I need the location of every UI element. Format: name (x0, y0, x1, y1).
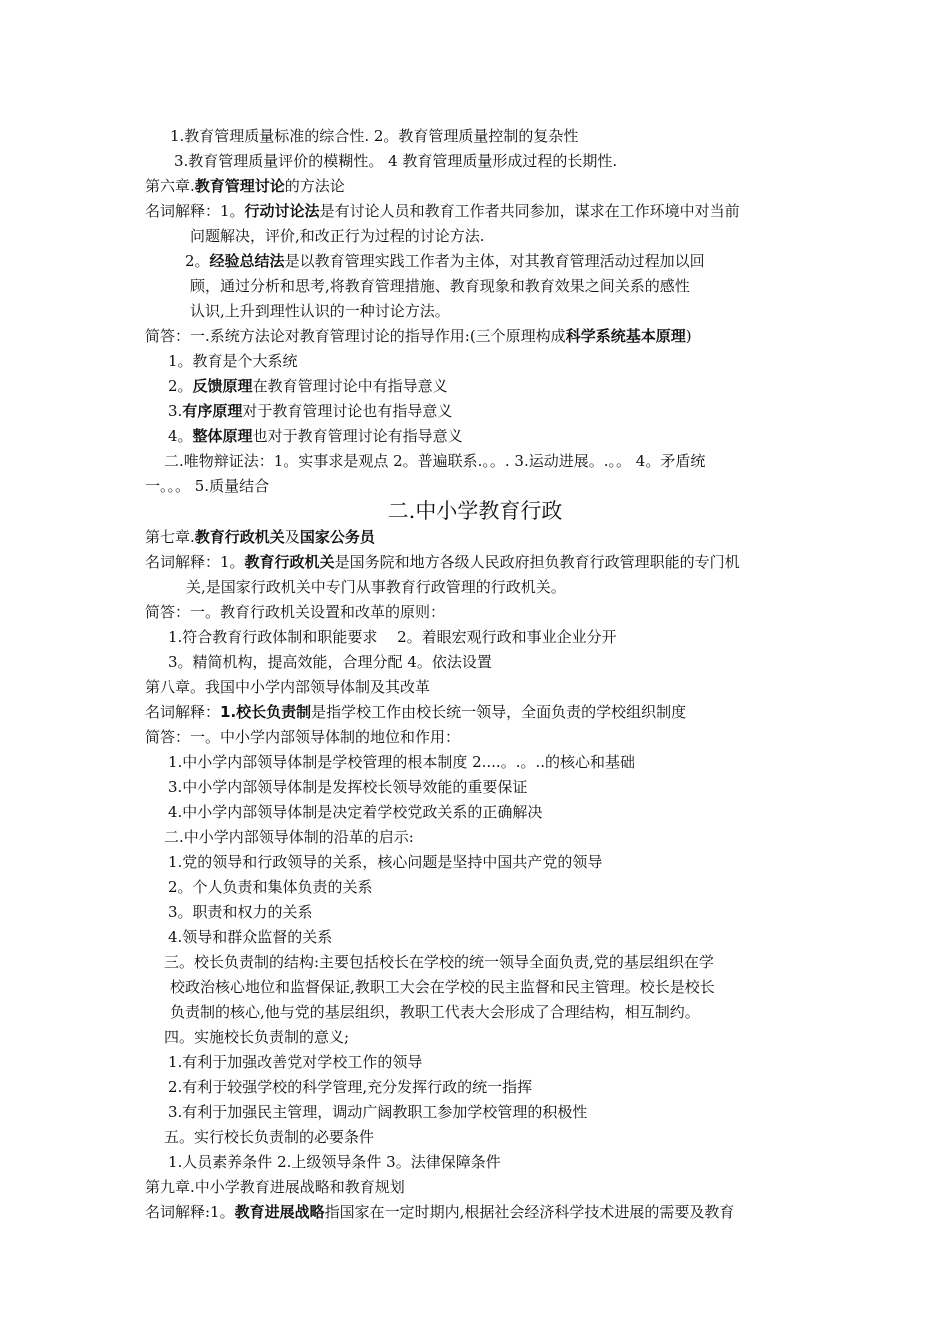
bold-term: 科学系统基本原理 (565, 327, 686, 345)
text-segment: 简答：一。教育行政机关设置和改革的原则： (145, 603, 446, 621)
text-line (168, 802, 542, 822)
text-line (170, 977, 715, 997)
text-segment: 四。实施校长负责制的意义; (164, 1028, 350, 1046)
text-segment: ) (685, 327, 692, 345)
text-line (145, 326, 692, 346)
text-segment: 3. (168, 402, 183, 420)
text-line (168, 652, 492, 672)
text-segment: 负责制的核心,他与党的基层组织，教职工代表大会形成了合理结构，相互制约。 (170, 1003, 700, 1021)
text-segment: 二.中小学内部领导体制的沿革的启示: (164, 828, 414, 846)
text-segment: 指国家在一定时期内,根据社会经济科学技术进展的需要及教育 (324, 1203, 735, 1221)
text-line (145, 1177, 405, 1197)
text-segment: 3.中小学内部领导体制是发挥校长领导效能的重要保证 (168, 778, 528, 796)
text-segment: 在教育管理讨论中有指导意义 (252, 377, 448, 395)
text-segment: 1.教育管理质量标准的综合性. 2。教育管理质量控制的复杂性 (170, 127, 579, 145)
bold-term: 整体原理 (192, 427, 253, 445)
bold-term: 经验总结法 (209, 252, 285, 270)
text-line (190, 301, 450, 321)
bold-term: 有序原理 (182, 402, 243, 420)
text-line (168, 401, 452, 421)
text-segment: 五。实行校长负责制的必要条件 (164, 1128, 375, 1146)
bold-term: 教育行政机关 (244, 553, 335, 571)
text-segment: 2。个人负责和集体负责的关系 (168, 878, 373, 896)
bold-term: 国家公务员 (299, 528, 375, 546)
text-line (164, 1127, 374, 1147)
text-segment: 是国务院和地方各级人民政府担负教育行政管理职能的专门机 (334, 553, 740, 571)
text-segment: 名词解释： (145, 703, 221, 721)
text-segment: 问题解决，评价,和改正行为过程的讨论方法. (190, 227, 485, 245)
text-segment: 二.唯物辩证法：1。实事求是观点 2。普遍联系.。。. 3.运动进展。.。。 4。矛盾统 (164, 452, 706, 470)
text-segment: 是有讨论人员和教育工作者共同参加，谋求在工作环境中对当前 (319, 202, 740, 220)
text-segment: 是指学校工作由校长统一领导，全面负责的学校组织制度 (311, 703, 687, 721)
text-line (168, 777, 527, 797)
text-segment: 3.教育管理质量评价的模糊性。 4 教育管理质量形成过程的长期性. (174, 152, 618, 170)
text-segment: 三。校长负责制的结构:主要包括校长在学校的统一领导全面负责,党的基层组织在学 (164, 953, 714, 971)
text-segment: 3.有利于加强民主管理，调动广阔教职工参加学校管理的积极性 (168, 1103, 588, 1121)
text-segment: 3。职责和权力的关系 (168, 903, 313, 921)
text-segment: 1。教育是个大系统 (168, 352, 298, 370)
text-line (145, 602, 445, 622)
text-line (145, 1202, 734, 1222)
text-line (168, 927, 332, 947)
text-line (168, 426, 463, 446)
text-line (164, 827, 414, 847)
text-line (145, 527, 375, 547)
text-segment: 的方法论 (284, 177, 345, 195)
bold-term: 教育进展战略 (234, 1203, 325, 1221)
text-line (168, 1152, 501, 1172)
bold-term: 行动讨论法 (244, 202, 320, 220)
text-segment: 第七章. (145, 528, 195, 546)
bold-term: 1.校长负责制 (220, 703, 312, 721)
text-segment: 第九章.中小学教育进展战略和教育规划 (145, 1178, 405, 1196)
text-line (145, 176, 345, 196)
text-segment: 4.中小学内部领导体制是决定着学校党政关系的正确解决 (168, 803, 543, 821)
bold-term: 教育管理讨论 (194, 177, 285, 195)
text-segment: 1.人员素养条件 2.上级领导条件 3。法律保障条件 (168, 1153, 501, 1171)
text-segment: 是以教育管理实践工作者为主体，对其教育管理活动过程加以回 (284, 252, 705, 270)
text-segment: 1.符合教育行政体制和职能要求 2。着眼宏观行政和事业企业分开 (168, 628, 617, 646)
text-segment: 2.有利于较强学校的科学管理,充分发挥行政的统一指挥 (168, 1078, 533, 1096)
text-segment: 3。精简机构，提高效能，合理分配 4。依法设置 (168, 653, 492, 671)
text-segment: 名词解释：1。 (145, 553, 245, 571)
text-line (168, 752, 635, 772)
text-line (190, 226, 485, 246)
text-line (170, 126, 578, 146)
text-segment: 也对于教育管理讨论有指导意义 (252, 427, 463, 445)
text-segment: 名词解释：1。 (145, 202, 245, 220)
text-segment: 关,是国家行政机关中专门从事教育行政管理的行政机关。 (186, 578, 566, 596)
text-line (170, 1002, 700, 1022)
text-segment: 1.党的领导和行政领导的关系，核心问题是坚持中国共产党的领导 (168, 853, 603, 871)
text-line (186, 577, 566, 597)
text-line (168, 351, 298, 371)
text-line (145, 476, 269, 496)
text-segment: 顾，通过分析和思考,将教育管理措施、教育现象和教育效果之间关系的感性 (190, 277, 690, 295)
text-segment: 简答：一。中小学内部领导体制的地位和作用： (145, 728, 461, 746)
text-line (164, 451, 705, 471)
bold-term: 教育行政机关 (194, 528, 285, 546)
text-segment: 4。 (168, 427, 193, 445)
text-segment: 2。 (185, 252, 210, 270)
text-line (168, 852, 602, 872)
text-line (168, 877, 373, 897)
text-line (185, 251, 705, 271)
text-segment: 一。。。 5.质量结合 (145, 477, 270, 495)
text-line (145, 552, 740, 572)
text-segment: 校政治核心地位和监督保证,教职工大会在学校的民主监督和民主管理。校长是校长 (170, 978, 715, 996)
text-line (168, 376, 448, 396)
bold-term: 反馈原理 (192, 377, 253, 395)
text-line (168, 1077, 532, 1097)
text-line (190, 276, 690, 296)
text-line (145, 201, 740, 221)
text-segment: 对于教育管理讨论也有指导意义 (242, 402, 453, 420)
section-heading: 二.中小学教育行政 (387, 499, 563, 523)
text-segment: 1.有利于加强改善党对学校工作的领导 (168, 1053, 423, 1071)
text-segment: 第八章。我国中小学内部领导体制及其改革 (145, 678, 431, 696)
text-segment: 4.领导和群众监督的关系 (168, 928, 333, 946)
text-segment: 认识,上升到理性认识的一种讨论方法。 (190, 302, 450, 320)
text-line (145, 702, 686, 722)
text-segment: 1.中小学内部领导体制是学校管理的根本制度 2....。.。..的核心和基础 (168, 753, 636, 771)
text-line (168, 902, 313, 922)
text-segment: 第六章. (145, 177, 195, 195)
text-segment: 2。 (168, 377, 193, 395)
text-line (145, 677, 430, 697)
text-line (168, 1052, 422, 1072)
text-segment: 名词解释:1。 (145, 1203, 235, 1221)
text-line (168, 1102, 587, 1122)
text-line (145, 727, 460, 747)
text-line (164, 952, 714, 972)
text-line (164, 1027, 349, 1047)
text-line (168, 627, 617, 647)
text-line (174, 151, 617, 171)
text-segment: 及 (284, 528, 300, 546)
text-segment: 简答：一.系统方法论对教育管理讨论的指导作用:(三个原理构成 (145, 327, 566, 345)
